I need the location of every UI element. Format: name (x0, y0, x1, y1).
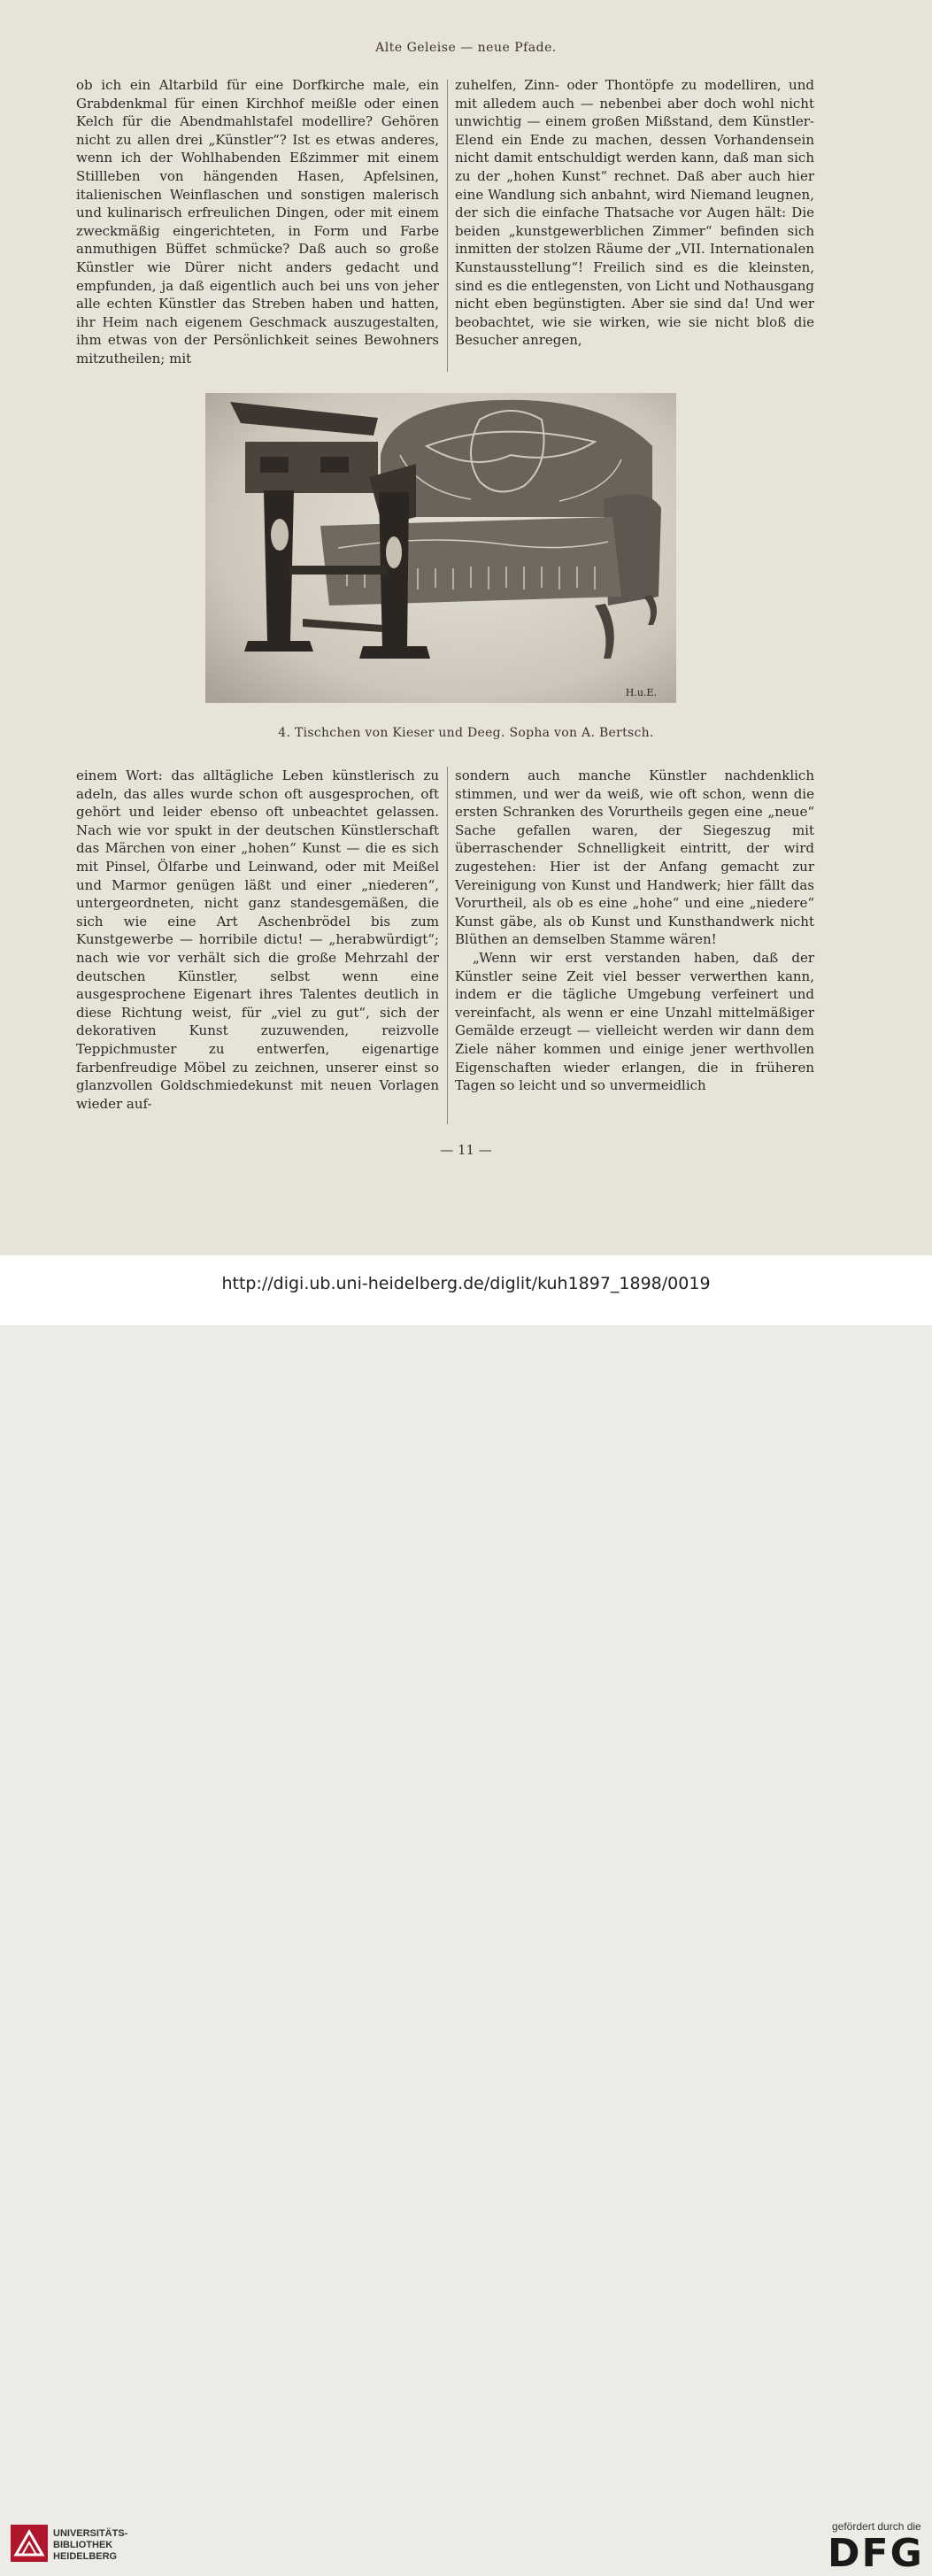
column-bottom-right (455, 767, 814, 1095)
paragraph: ob ich ein Altarbild für eine Dorfkirche male, ein Grabdenkmal für einen Kirchhof meißle oder einen Kelch für die Abendmahlstafel modellire? Gehören nicht zu allen drei „Künstler“? Ist es etwas anderes, wenn ich der Wohlhabenden Eßzimmer mit einem Stillleben von hängenden Hasen, Apfelsinen, italienischen Weinflaschen und sonstigen malerisch und kulinarisch erfreulichen Dingen, oder mit einem zweckmäßig eingerichteten, in Form und Farbe anmuthigen Büffet schmücke? Daß auch so große Künstler wie Dürer nicht anders gedacht und empfunden, ja daß eigentlich auch bei uns von jeher alle echten Künstler das Streben haben und hatten, ihr Heim nach eigenem Geschmack auszugestalten, ihm etwas von der Persönlichkeit seines Bewohners mitzutheilen; mit (76, 77, 439, 366)
paragraph: sondern auch manche Künstler nachdenklich stimmen, und wer da weiß, wie oft schon, wenn die ersten Schranken des Vorurtheils gegen eine „neue“ Sache gefallen waren, der Siegeszug mit überraschender Schnelligkeit eintritt, der wird zugestehen: Hier ist der Anfang gemacht zur Vereinigung von Kunst und Handwerk; hier fällt das Vorurtheil, als ob es eine „hohe“ und eine „niedere“ Kunst gäbe, als ob Kunst und Kunsthandwerk nicht Blüthen an demselben Stamme wären! (455, 767, 814, 948)
furniture-drawing (205, 393, 676, 703)
page-number: — 11 — (440, 1142, 492, 1158)
figure-caption: 4. Tischchen von Kieser und Deeg. Sopha von A. Bertsch. (278, 726, 654, 740)
library-logo-icon (11, 2525, 48, 2562)
column-divider (447, 767, 448, 1124)
column-top-left (76, 76, 439, 368)
paragraph: einem Wort: das alltägliche Leben künstlerisch zu adeln, das alles wurde schon oft ausgesprochen, oft gehört und leider ebenso oft unbeachtet gelassen. Nach wie vor spukt in der deutschen Künstlerschaft das Märchen von einer „hohen“ Kunst — die es sich mit Pinsel, Ölfarbe und Leinwand, oder mit Meißel und Marmor genügen läßt und einer „niederen“, untergeordneten, nicht ganz standesgemäßen, die sich wie eine Art Aschenbrödel bis zum Kunstgewerbe — horribile dictu! — „herabwürdigt“; nach wie vor verhält sich die große Mehrzahl der deutschen Künstler, selbst wenn eine ausgesprochene Eigenart ihres Talentes deutlich in diese Richtung weist, für „viel zu gut“, sich der dekorativen Kunst zuzuwenden, reizvolle Teppichmuster zu entwerfen, eigenartige farbenfreudige Möbel zu zeichnen, unserer einst so glanzvollen Goldschmiedekunst mit neuen Vorlagen wieder auf- (76, 767, 439, 1112)
paragraph: zuhelfen, Zinn- oder Thontöpfe zu modelliren, und mit alledem auch — nebenbei aber doch wohl nicht unwichtig — einem großen Mißstand, dem Künstler-Elend ein Ende zu machen, dessen Vorhandensein nicht damit entschuldigt werden kann, daß man sich zu der „hohen Kunst“ rechnet. Daß aber auch hier eine Wandlung sich anbahnt, wird Niemand leugnen, der sich die einfache Thatsache vor Augen hält: Die beiden „kunstgewerblichen Zimmer“ befinden sich inmitten der stolzen Räume der „VII. Internationalen Kunstausstellung“! Freilich sind es die kleinsten, sind es die entlegensten, von Licht und Nothausgang nicht eben begünstigten. Aber sie sind da! Und wer beobachtet, wie sie wirken, wie sie nicht bloß die Besucher anregen, (455, 77, 814, 349)
sofa-seat (320, 517, 621, 605)
furniture-illustration (205, 393, 676, 703)
artist-monogram: H.u.E. (625, 687, 657, 698)
dfg-logo: DFG (828, 2531, 924, 2576)
funding-label: gefördert durch die (832, 2520, 921, 2533)
permalink-url[interactable]: http://digi.ub.uni-heidelberg.de/diglit/kuh1897_1898/0019 (221, 1274, 711, 1293)
running-head: Alte Geleise — neue Pfade. (375, 41, 557, 55)
paragraph: „Wenn wir erst verstanden haben, daß der Künstler seine Zeit viel besser verwerthen kann, indem er die tägliche Umgebung verfeinert und vereinfacht, als wenn er eine Unzahl mittelmäßiger Gemälde erzeugt — vielleicht werden wir dann dem Ziele näher kommen und einige jener werthvollen Eigenschaften wieder erlangen, die in früheren Tagen so leicht und so unvermeidlich (455, 949, 814, 1094)
column-top-right (455, 76, 814, 350)
scanned-page (0, 0, 932, 1255)
column-divider (447, 80, 448, 372)
library-name: UNIVERSITÄTS- BIBLIOTHEK HEIDELBERG (53, 2528, 128, 2562)
column-bottom-left (76, 767, 439, 1113)
